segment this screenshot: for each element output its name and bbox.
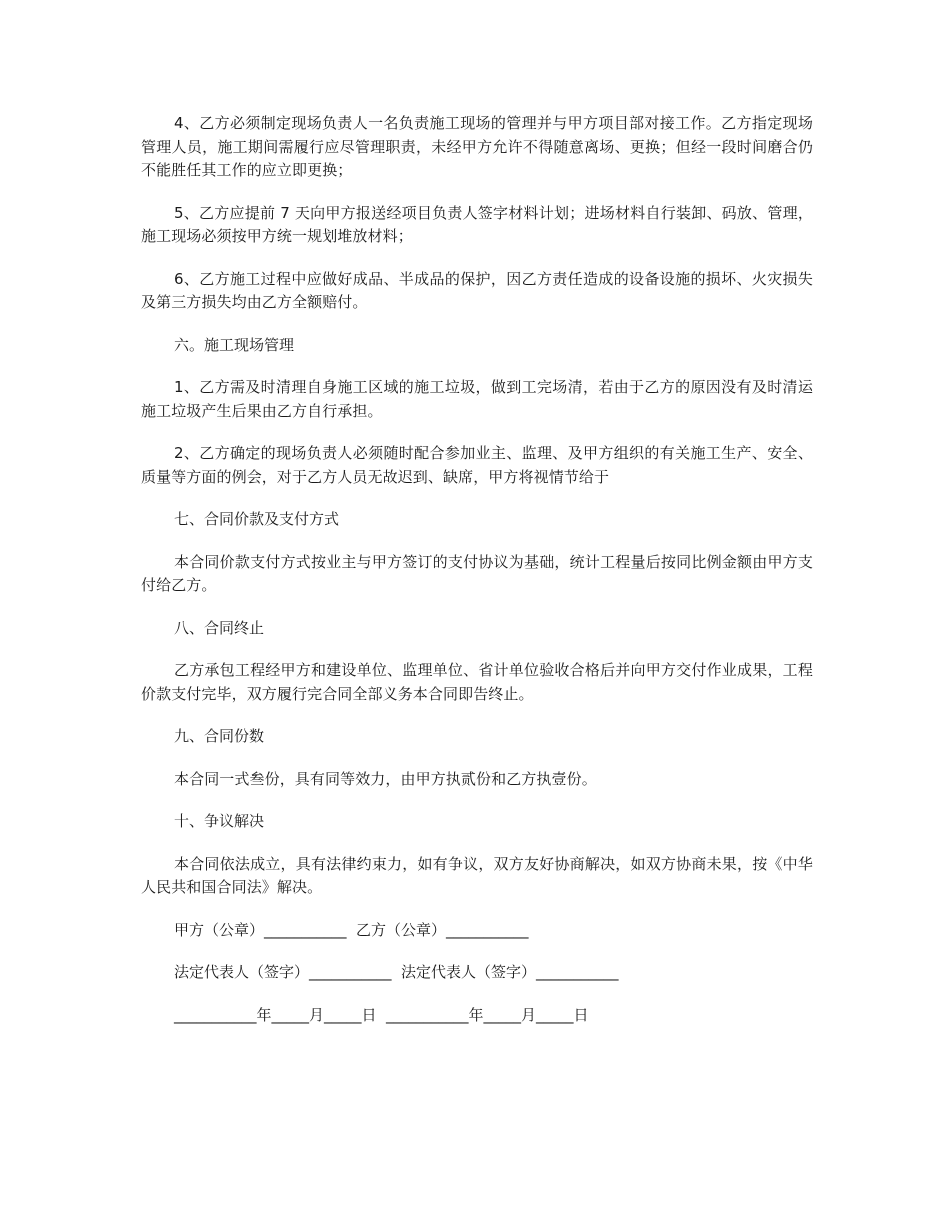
payment-paragraph: 本合同价款支付方式按业主与甲方签订的支付协议为基础，统计工程量后按同比例金额由甲方支付给乙方。 — [141, 552, 813, 594]
copies-paragraph: 本合同一式叁份，具有同等效力，由甲方执贰份和乙方执壹份。 — [174, 769, 597, 788]
clause-4-paragraph: 4、乙方必须制定现场负责人一名负责施工现场的管理并与甲方项目部对接工作。乙方指定现场管理人员，施工期间需履行应尽管理职责，未经甲方允许不得随意离场、更换；但经一段时间磨合仍不能胜任其工作的应立即更换； — [141, 114, 813, 179]
representative-signature-line: 法定代表人（签字）___________ 法定代表人（签字）___________ — [174, 963, 619, 981]
date-signature-line: ___________年_____月_____日 ___________年_____月_____日 — [174, 1005, 589, 1024]
clause-5-paragraph: 5、乙方应提前 7 天向甲方报送经项目负责人签字材料计划；进场材料自行装卸、码放、管理，施工现场必须按甲方统一规划堆放材料； — [141, 203, 813, 245]
section-9-heading: 九、合同份数 — [174, 727, 265, 745]
seal-signature-line: 甲方（公章）___________ 乙方（公章）___________ — [174, 920, 529, 939]
section-6-heading: 六。施工现场管理 — [174, 335, 295, 354]
section-8-heading: 八、合同终止 — [174, 618, 265, 637]
site-clause-2-paragraph: 2、乙方确定的现场负责人必须随时配合参加业主、监理、及甲方组织的有关施工生产、安全、质量等方面的例会，对于乙方人员无故迟到、缺席，甲方将视情节给于 — [141, 444, 813, 486]
site-clause-1-paragraph: 1、乙方需及时清理自身施工区域的施工垃圾，做到工完场清，若由于乙方的原因没有及时清运施工垃圾产生后果由乙方自行承担。 — [141, 378, 813, 420]
clause-6-paragraph: 6、乙方施工过程中应做好成品、半成品的保护，因乙方责任造成的设备设施的损坏、火灾损失及第三方损失均由乙方全额赔付。 — [141, 269, 813, 311]
termination-paragraph: 乙方承包工程经甲方和建设单位、监理单位、省计单位验收合格后并向甲方交付作业成果，工程价款支付完毕，双方履行完合同全部义务本合同即告终止。 — [141, 661, 813, 703]
dispute-paragraph: 本合同依法成立，具有法律约束力，如有争议，双方友好协商解决，如双方协商未果，按《中华人民共和国合同法》解决。 — [141, 854, 813, 896]
section-7-heading: 七、合同价款及支付方式 — [174, 510, 340, 528]
document-page — [141, 112, 813, 1046]
section-10-heading: 十、争议解决 — [174, 812, 265, 830]
